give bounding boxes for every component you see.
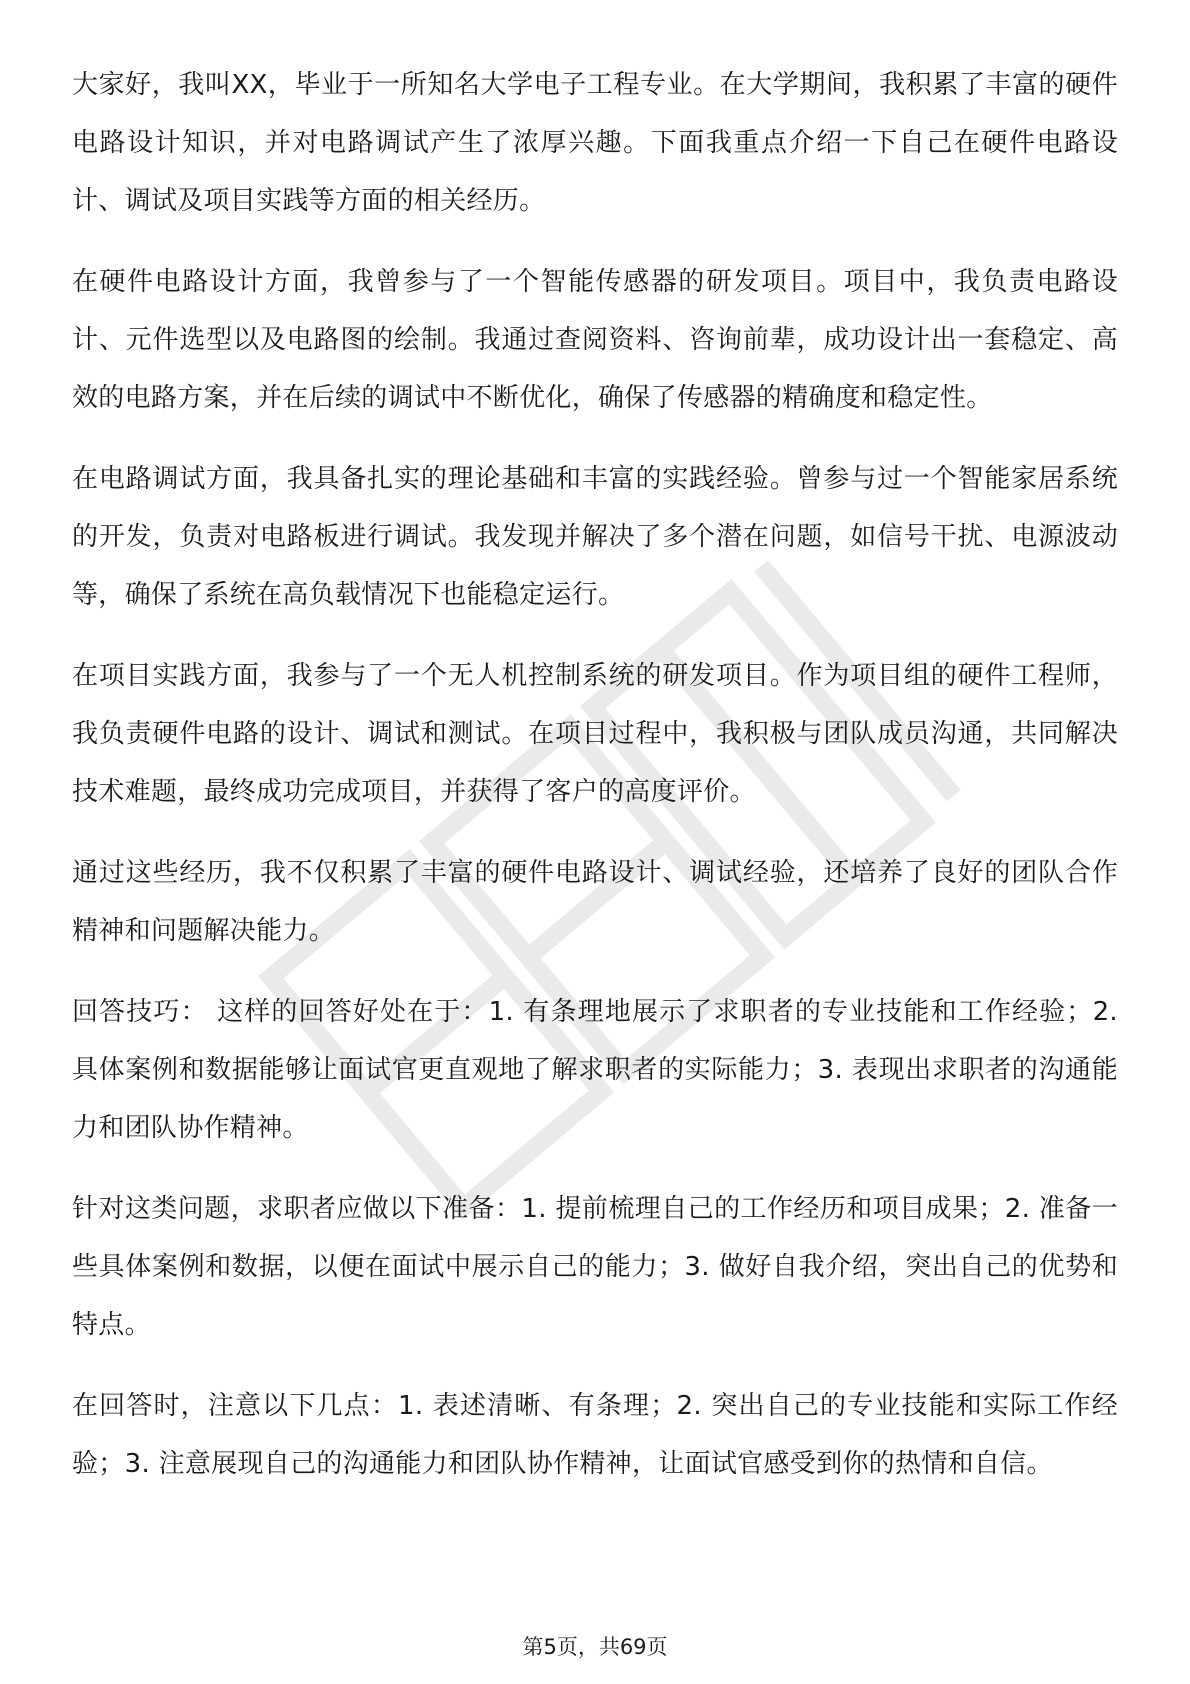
page-number: 第5页，共69页 xyxy=(522,1635,668,1659)
paragraph-notes: 在回答时，注意以下几点：1. 表述清晰、有条理；2. 突出自己的专业技能和实际工作经验；3. 注意展现自己的沟通能力和团队协作精神，让面试官感受到你的热情和自信。 xyxy=(72,1391,1118,1479)
paragraph-intro: 大家好，我叫XX，毕业于一所知名大学电子工程专业。在大学期间，我积累了丰富的硬件电路设计知识，并对电路调试产生了浓厚兴趣。下面我重点介绍一下自己在硬件电路设计、调试及项目实践等方面的相关经历。 xyxy=(72,70,1118,216)
paragraph-summary: 通过这些经历，我不仅积累了丰富的硬件电路设计、调试经验，还培养了良好的团队合作精神和问题解决能力。 xyxy=(72,858,1118,946)
paragraph-preparation: 针对这类问题，求职者应做以下准备：1. 提前梳理自己的工作经历和项目成果；2. 准备一些具体案例和数据，以便在面试中展示自己的能力；3. 做好自我介绍，突出自己的优势和特点。 xyxy=(72,1194,1118,1340)
paragraph-circuit-design: 在硬件电路设计方面，我曾参与了一个智能传感器的研发项目。项目中，我负责电路设计、元件选型以及电路图的绘制。我通过查阅资料、咨询前辈，成功设计出一套稳定、高效的电路方案，并在后续的调试中不断优化，确保了传感器的精确度和稳定性。 xyxy=(72,267,1118,413)
paragraph-project-practice: 在项目实践方面，我参与了一个无人机控制系统的研发项目。作为项目组的硬件工程师，我负责硬件电路的设计、调试和测试。在项目过程中，我积极与团队成员沟通，共同解决技术难题，最终成功完成项目，并获得了客户的高度评价。 xyxy=(72,661,1118,807)
paragraph-circuit-debug: 在电路调试方面，我具备扎实的理论基础和丰富的实践经验。曾参与过一个智能家居系统的开发，负责对电路板进行调试。我发现并解决了多个潜在问题，如信号干扰、电源波动等，确保了系统在高负载情况下也能稳定运行。 xyxy=(72,464,1118,610)
main-content xyxy=(72,56,1118,1516)
paragraph-answer-tips: 回答技巧： 这样的回答好处在于：1. 有条理地展示了求职者的专业技能和工作经验；2. 具体案例和数据能够让面试官更直观地了解求职者的实际能力；3. 表现出求职者的沟通能力和团队协作精神。 xyxy=(72,997,1118,1143)
